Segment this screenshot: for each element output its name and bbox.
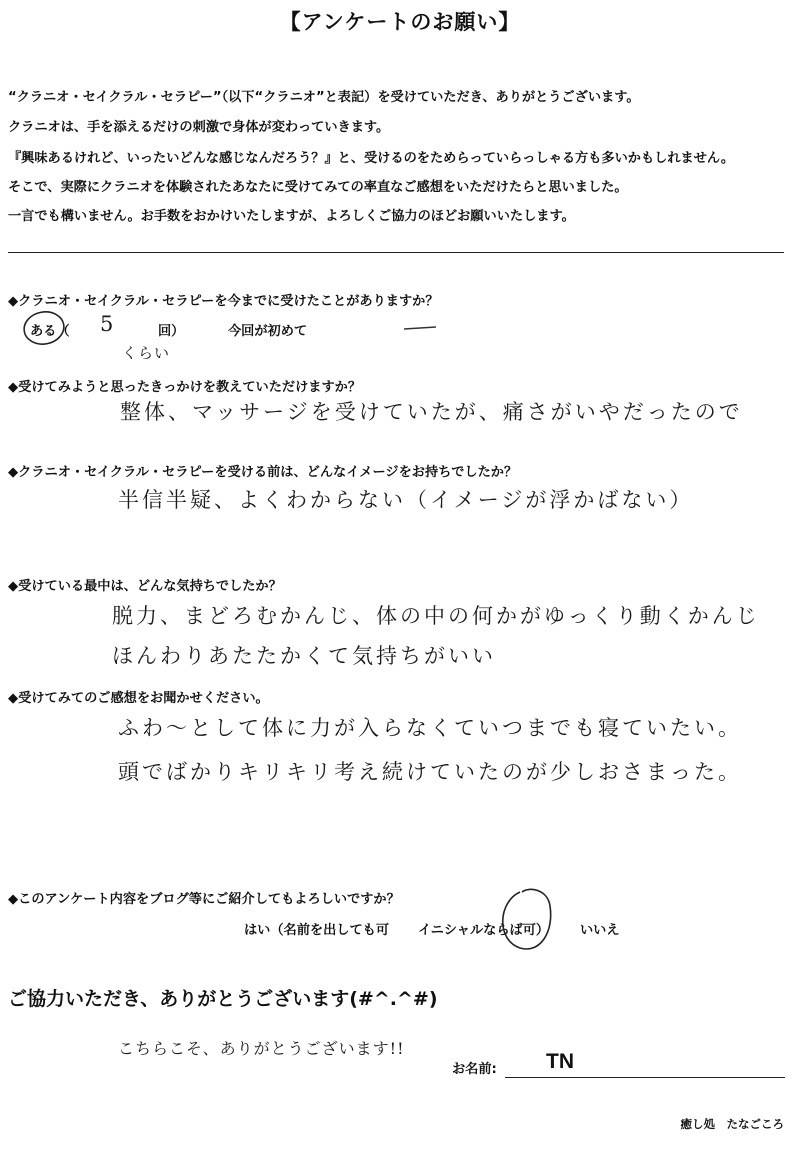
- circle-mark-initial: [503, 889, 551, 949]
- intro-line-4: そこで、実際にクラニオを体験されたあなたに受けてみての率直なご感想をいただけたらと思いました。: [8, 180, 628, 195]
- handwritten-reply: こちらこそ、ありがとうございます!!: [118, 1039, 405, 1058]
- question-4: ◆受けている最中は、どんな気持ちでしたか？: [8, 579, 282, 594]
- pen-stroke: [404, 327, 436, 329]
- name-value: TN: [546, 1050, 574, 1073]
- closing-message: ご協力いただき、ありがとうございます(#^.^#): [8, 988, 438, 1010]
- q1-count-note: くらい: [122, 344, 171, 362]
- circle-mark-yes: [22, 309, 67, 347]
- q1-option-yes: ある（: [30, 324, 70, 339]
- question-3: ◆クラニオ・セイクラル・セラピーを受ける前は、どんなイメージをお持ちでしたか？: [8, 465, 518, 480]
- q5-answer-line-2: 頭でばかりキリキリ考え続けていたのが少しおさまった。: [118, 760, 742, 784]
- q6-option-initial: イニシャルならば可）: [418, 923, 550, 938]
- question-2: ◆受けてみようと思ったきっかけを教えていただけますか？: [8, 380, 362, 395]
- q2-answer: 整体、マッサージを受けていたが、痛さがいやだったので: [120, 400, 743, 424]
- question-5: ◆受けてみてのご感想をお聞かせください。: [8, 691, 269, 706]
- intro-line-2: クラニオは、手を添えるだけの刺激で身体が変わっていきます。: [8, 120, 390, 135]
- intro-line-3: 『興味あるけれど、いったいどんな感じなんだろう？』と、受けるのをためらっていらっしゃる方も多いかもしれません。: [8, 151, 735, 166]
- q5-answer-line-1: ふわ～として体に力が入らなくていつまでも寝ていたい。: [118, 716, 742, 740]
- name-label: お名前:: [452, 1062, 497, 1077]
- q4-answer-line-1: 脱力、まどろむかんじ、体の中の何かがゆっくり動くかんじ: [112, 604, 760, 628]
- q1-count: 5: [100, 312, 117, 336]
- q4-answer-line-2: ほんわりあたたかくて気持ちがいい: [112, 644, 496, 668]
- intro-line-5: 一言でも構いません。お手数をおかけいたしますが、よろしくご協力のほどお願いいたします。: [8, 209, 575, 224]
- page-title: 【アンケートのお願い】: [279, 10, 521, 34]
- q1-count-unit: 回）: [158, 324, 185, 339]
- footer-shop-name: 癒し処 たなごころ: [680, 1117, 784, 1131]
- q6-option-full: はい（名前を出しても可: [244, 923, 390, 938]
- intro-line-1: “クラニオ・セイクラル・セラピー”（以下“クラニオ”と表記）を受けていただき、ありがとうございます。: [8, 90, 640, 105]
- question-1: ◆クラニオ・セイクラル・セラピーを今までに受けたことがありますか？: [8, 294, 439, 309]
- question-6: ◆このアンケート内容をブログ等にご紹介してもよろしいですか？: [8, 892, 400, 907]
- q1-option-first: 今回が初めて: [228, 324, 308, 339]
- q6-option-no: いいえ: [580, 923, 620, 938]
- q3-answer: 半信半疑、よくわからない（イメージが浮かばない）: [118, 488, 694, 512]
